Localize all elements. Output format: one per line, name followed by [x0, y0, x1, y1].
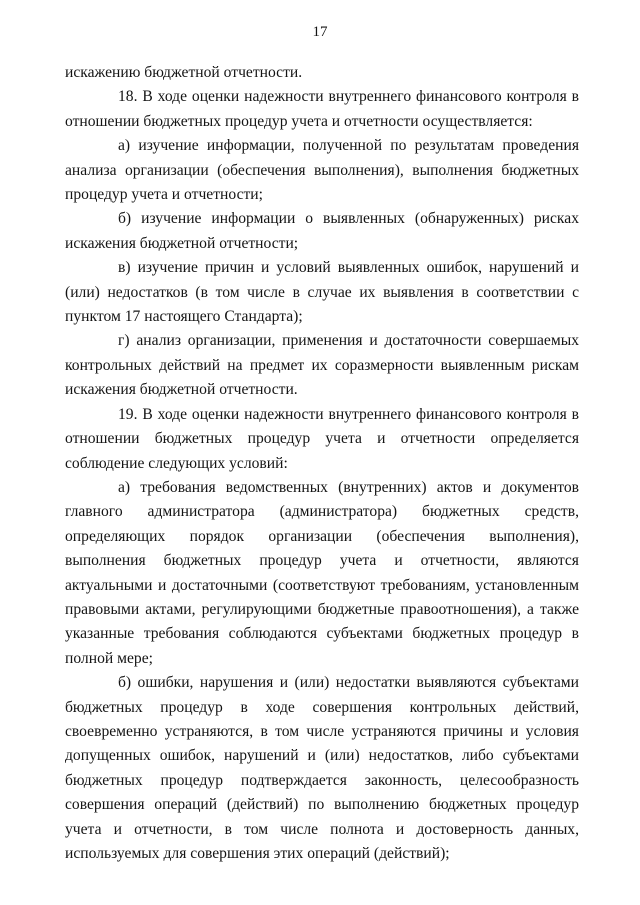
paragraph-item-18: 18. В ходе оценки надежности внутреннего финансового контроля в отношении бюджетных процедур учета и отчетности осуществляется:: [65, 88, 579, 130]
paragraph-continuation: искажению бюджетной отчетности.: [65, 64, 303, 81]
paragraph-18-a: а) изучение информации, полученной по результатам проведения анализа организации (обеспечения выполнения), выполнения бюджетных процедур учета и отчетности;: [65, 137, 579, 204]
paragraph-18-g: г) анализ организации, применения и достаточности совершаемых контрольных действий на предмет их соразмерности выявленным рискам искажения бюджетной отчетности.: [65, 332, 579, 399]
paragraph-18-v: в) изучение причин и условий выявленных ошибок, нарушений и (или) недостатков (в том числе в случае их выявления в соответствии с пунктом 17 настоящего Стандарта);: [65, 259, 579, 326]
paragraph-item-19: 19. В ходе оценки надежности внутреннего финансового контроля в отношении бюджетных процедур учета и отчетности определяется соблюдение следующих условий:: [65, 405, 579, 472]
paragraph-19-b: б) ошибки, нарушения и (или) недостатки выявляются субъектами бюджетных процедур в ходе совершения контрольных действий, своевременно устраняются, в том числе устраняются причины и условия допущенных ошибок, нарушений и (или) недостатков, либо субъектами бюджетных процедур подтверждается законность, целесообразность совершения операций (действий) по выполнению бюджетных процедур учета и отчетности, в том числе полнота и достоверность данных, используемых для совершения этих операций (действий);: [65, 674, 579, 862]
paragraph-19-a: а) требования ведомственных (внутренних) актов и документов главного администратора (администратора) бюджетных средств, определяющих порядок организации (обеспечения выполнения), выполнения бюджетных процедур учета и отчетности, являются актуальными и достаточными (соответствуют требованиям, установленным правовыми актами, регулирующими бюджетные правоотношения), а также указанные требования соблюдаются субъектами бюджетных процедур в полной мере;: [65, 478, 579, 667]
document-body: [65, 61, 579, 866]
page-number: 17: [312, 24, 328, 40]
paragraph-18-b: б) изучение информации о выявленных (обнаруженных) рисках искажения бюджетной отчетности;: [65, 210, 579, 252]
